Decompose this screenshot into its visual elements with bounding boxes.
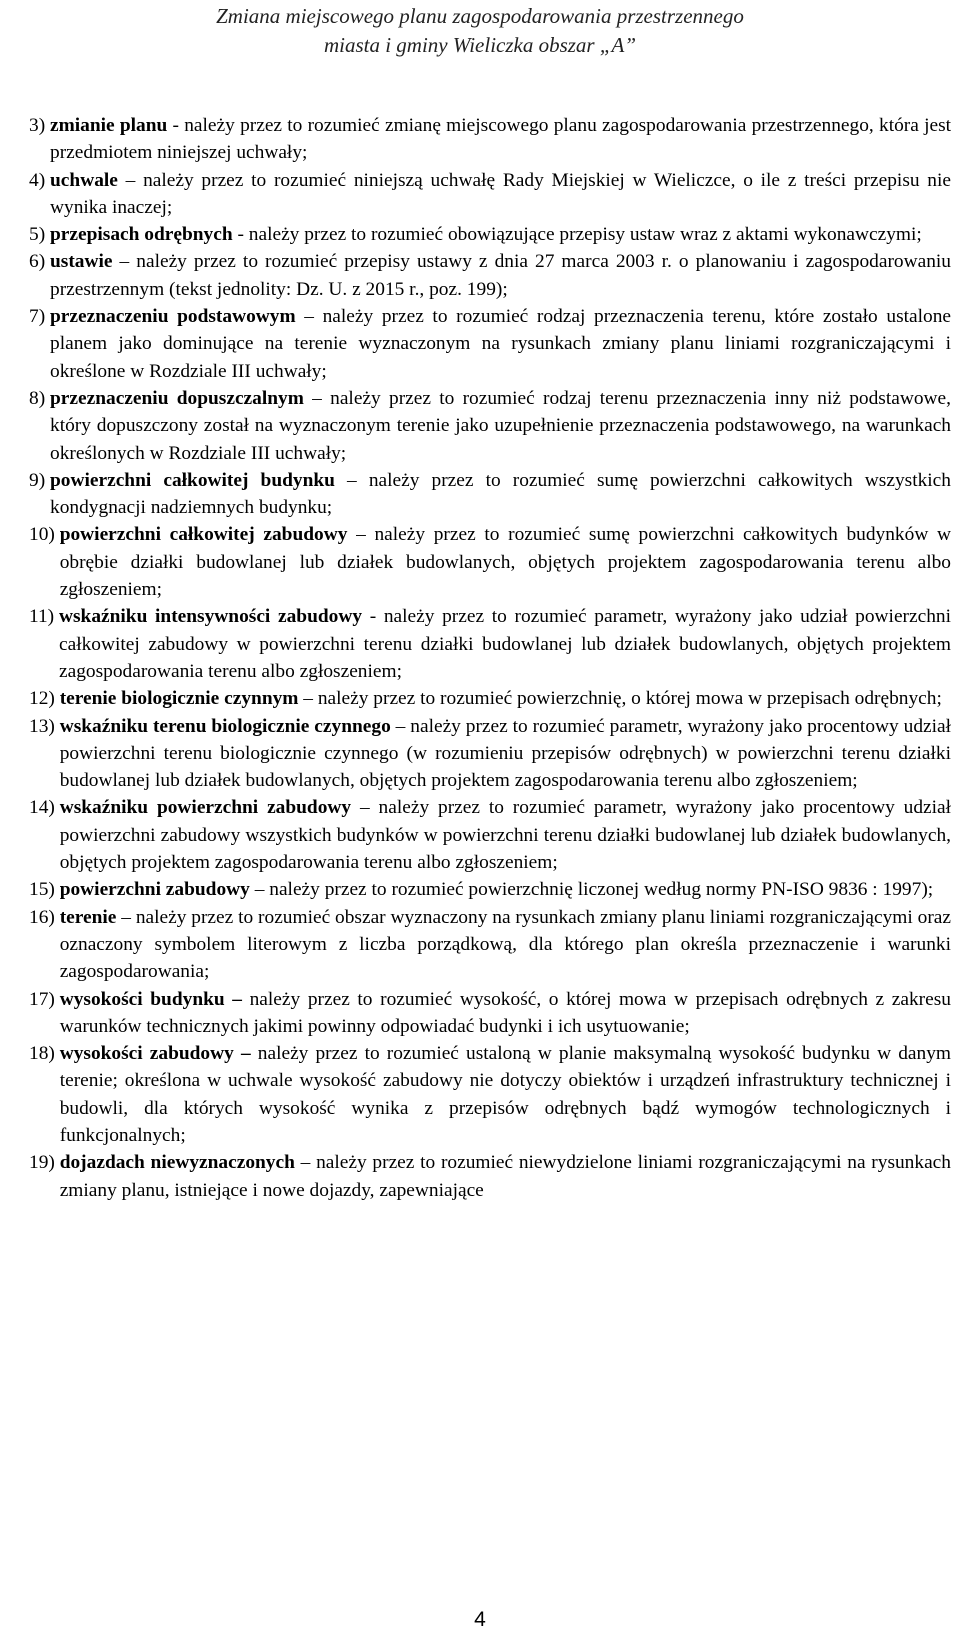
definition-item: [29, 603, 951, 685]
definition-item: [29, 986, 951, 1041]
definition-text: – należy przez to rozumieć przepisy ustawy z dnia 27 marca 2003 r. o planowaniu i zagospodarowaniu przestrzennym (tekst jednolity: Dz. U. z 2015 r., poz. 199);: [50, 251, 951, 300]
header-line-2: miasta i gminy Wieliczka obszar „A”: [323, 33, 637, 57]
definition-text: – należy przez to rozumieć powierzchnię liczonej według normy PN-ISO 9836 : 1997);: [249, 879, 934, 901]
header-line-1: Zmiana miejscowego planu zagospodarowania przestrzennego: [216, 4, 744, 28]
definition-item: [29, 248, 951, 303]
item-text: [60, 904, 951, 986]
defined-term: ustawie: [50, 251, 113, 273]
definition-item: [29, 1040, 951, 1149]
definition-item: [29, 521, 951, 603]
item-number: 18): [29, 1043, 60, 1065]
definition-item: [29, 794, 951, 876]
defined-term: przepisach odrębnych: [50, 224, 233, 246]
definition-text: – należy przez to rozumieć rodzaj terenu przeznaczenia inny niż podstawowe, który dopuszczony został na wyznaczonym terenie jako uzupełnienie przeznaczenia podstawowego, na warunkach określonych w Rozdziale III uchwały;: [50, 387, 951, 464]
definition-item: [29, 876, 951, 903]
item-text: [50, 167, 951, 222]
definition-item: [29, 467, 951, 522]
defined-term: powierzchni całkowitej budynku: [50, 469, 335, 491]
running-header: [0, 2, 960, 60]
item-text: [60, 1149, 951, 1204]
item-text: [50, 248, 951, 303]
definition-item: [29, 112, 951, 167]
definition-text: – należy przez to rozumieć sumę powierzchni całkowitych budynków w obrębie działki budowlanej lub działek budowlanych, objętych projektem zagospodarowania terenu albo zgłoszeniem;: [59, 524, 951, 601]
definition-text: należy przez to rozumieć wysokość, o której mowa w przepisach odrębnych z zakresu warunków technicznych jakimi powinny odpowiadać budynki i ich usytuowanie;: [59, 988, 951, 1037]
item-text: [60, 876, 951, 903]
definition-text: – należy przez to rozumieć sumę powierzchni całkowitych wszystkich kondygnacji nadziemnych budynku;: [50, 469, 951, 519]
item-text: [50, 385, 951, 467]
definition-text: – należy przez to rozumieć powierzchnię, o której mowa w przepisach odrębnych;: [298, 688, 942, 710]
definition-item: [29, 221, 951, 248]
definition-text: – należy przez to rozumieć obszar wyznaczony na rysunkach zmiany planu liniami rozgraniczającymi oraz oznaczony symbolem literowym z liczba porządkową, dla którego plan określa przeznaczenie i warunki zagospodarowania;: [59, 906, 951, 983]
page-number: 4: [474, 1608, 486, 1631]
item-number: 11): [29, 606, 59, 628]
item-number: 15): [29, 879, 60, 901]
defined-term: wskaźniku powierzchni zabudowy: [59, 797, 352, 819]
item-number: 5): [29, 224, 51, 246]
item-number: 7): [29, 306, 51, 328]
item-number: 14): [29, 797, 60, 819]
item-number: 9): [29, 469, 51, 491]
item-number: 10): [29, 524, 60, 546]
defined-term: wskaźniku intensywności zabudowy: [58, 606, 363, 628]
definition-text: - należy przez to rozumieć zmianę miejscowego planu zagospodarowania przestrzennego, która jest przedmiotem niniejszej uchwały;: [50, 115, 952, 164]
defined-term: terenie: [59, 906, 117, 928]
definition-item: [29, 1149, 951, 1204]
definition-text: - należy przez to rozumieć parametr, wyrażony jako udział powierzchni całkowitej zabudowy w powierzchni terenu działki budowlanej lub działek budowlanych, objętych projektem zagospodarowania terenu albo zgłoszeniem;: [58, 606, 951, 682]
defined-term: przeznaczeniu dopuszczalnym: [50, 387, 304, 409]
item-text: [60, 685, 951, 712]
definition-text: – należy przez to rozumieć parametr, wyrażony jako procentowy udział powierzchni zabudowy wszystkich budynków w powierzchni terenu działki budowlanej lub działek budowlanych, objętych projektem zagospodarowania terenu albo zgłoszeniem;: [59, 797, 952, 874]
defined-term: dojazdach niewyznaczonych: [59, 1152, 295, 1174]
definition-item: [29, 685, 951, 712]
item-text: [50, 221, 951, 248]
item-number: 16): [29, 906, 60, 928]
item-text: [60, 986, 951, 1041]
item-text: [60, 521, 951, 603]
defined-term: uchwale: [50, 169, 118, 191]
item-text: [60, 1040, 951, 1149]
item-number: 19): [29, 1152, 60, 1174]
defined-term: przeznaczeniu podstawowym: [50, 306, 296, 328]
defined-term: zmianie planu: [50, 115, 168, 136]
definition-text: należy przez to rozumieć ustaloną w planie maksymalną wysokość budynku w danym terenie; określona w uchwale wysokość zabudowy nie dotyczy obiektów i urządzeń infrastruktury technicznej i budowli, dla których wysokość wynika z przepisów odrębnych bądź wymogów technologicznych i funkcjonalnych;: [59, 1043, 951, 1146]
definition-text: – należy przez to rozumieć niniejszą uchwałę Rady Miejskiej w Wieliczce, o ile z treści przepisu nie wynika inaczej;: [50, 169, 951, 218]
definition-item: [29, 904, 951, 986]
defined-term: powierzchni zabudowy: [59, 879, 250, 901]
item-number: 17): [29, 988, 60, 1010]
item-number: 4): [29, 169, 51, 191]
item-text: [50, 112, 951, 167]
item-number: 8): [29, 387, 51, 409]
definition-text: – należy przez to rozumieć niewydzielone liniami rozgraniczającymi na rysunkach zmiany planu, istniejące i nowe dojazdy, zapewniające: [59, 1152, 951, 1201]
defined-term: terenie biologicznie czynnym: [59, 688, 299, 710]
defined-term: powierzchni całkowitej zabudowy: [59, 524, 348, 546]
definition-text: – należy przez to rozumieć rodzaj przeznaczenia terenu, które zostało ustalone planem jako dominujące na terenie wyznaczonym na rysunkach zmiany planu liniami rozgraniczającymi i określone w Rozdziale III uchwały;: [50, 306, 951, 382]
definitions-list: [29, 112, 951, 1204]
defined-term: wysokości budynku –: [59, 988, 242, 1010]
item-text: [50, 303, 951, 385]
item-number: 3): [29, 115, 51, 136]
definition-item: [29, 303, 951, 385]
defined-term: wskaźniku terenu biologicznie czynnego: [59, 715, 391, 737]
item-number: 12): [29, 688, 60, 710]
item-number: 6): [29, 251, 51, 273]
item-number: 13): [29, 715, 60, 737]
defined-term: wysokości zabudowy –: [59, 1043, 251, 1065]
item-text: [50, 467, 951, 522]
definition-text: – należy przez to rozumieć parametr, wyrażony jako procentowy udział powierzchni terenu biologicznie czynnego (w rozumieniu przepisów odrębnych) w powierzchni terenu działki budowlanej lub działek budowlanych, objętych projektem zagospodarowania terenu albo zgłoszeniem;: [59, 715, 951, 792]
item-text: [60, 794, 951, 876]
definition-item: [29, 385, 951, 467]
item-text: [60, 713, 951, 795]
definition-item: [29, 713, 951, 795]
definition-text: - należy przez to rozumieć obowiązujące przepisy ustaw wraz z aktami wykonawczymi;: [232, 224, 922, 246]
item-text: [59, 603, 951, 685]
definition-item: [29, 167, 951, 222]
